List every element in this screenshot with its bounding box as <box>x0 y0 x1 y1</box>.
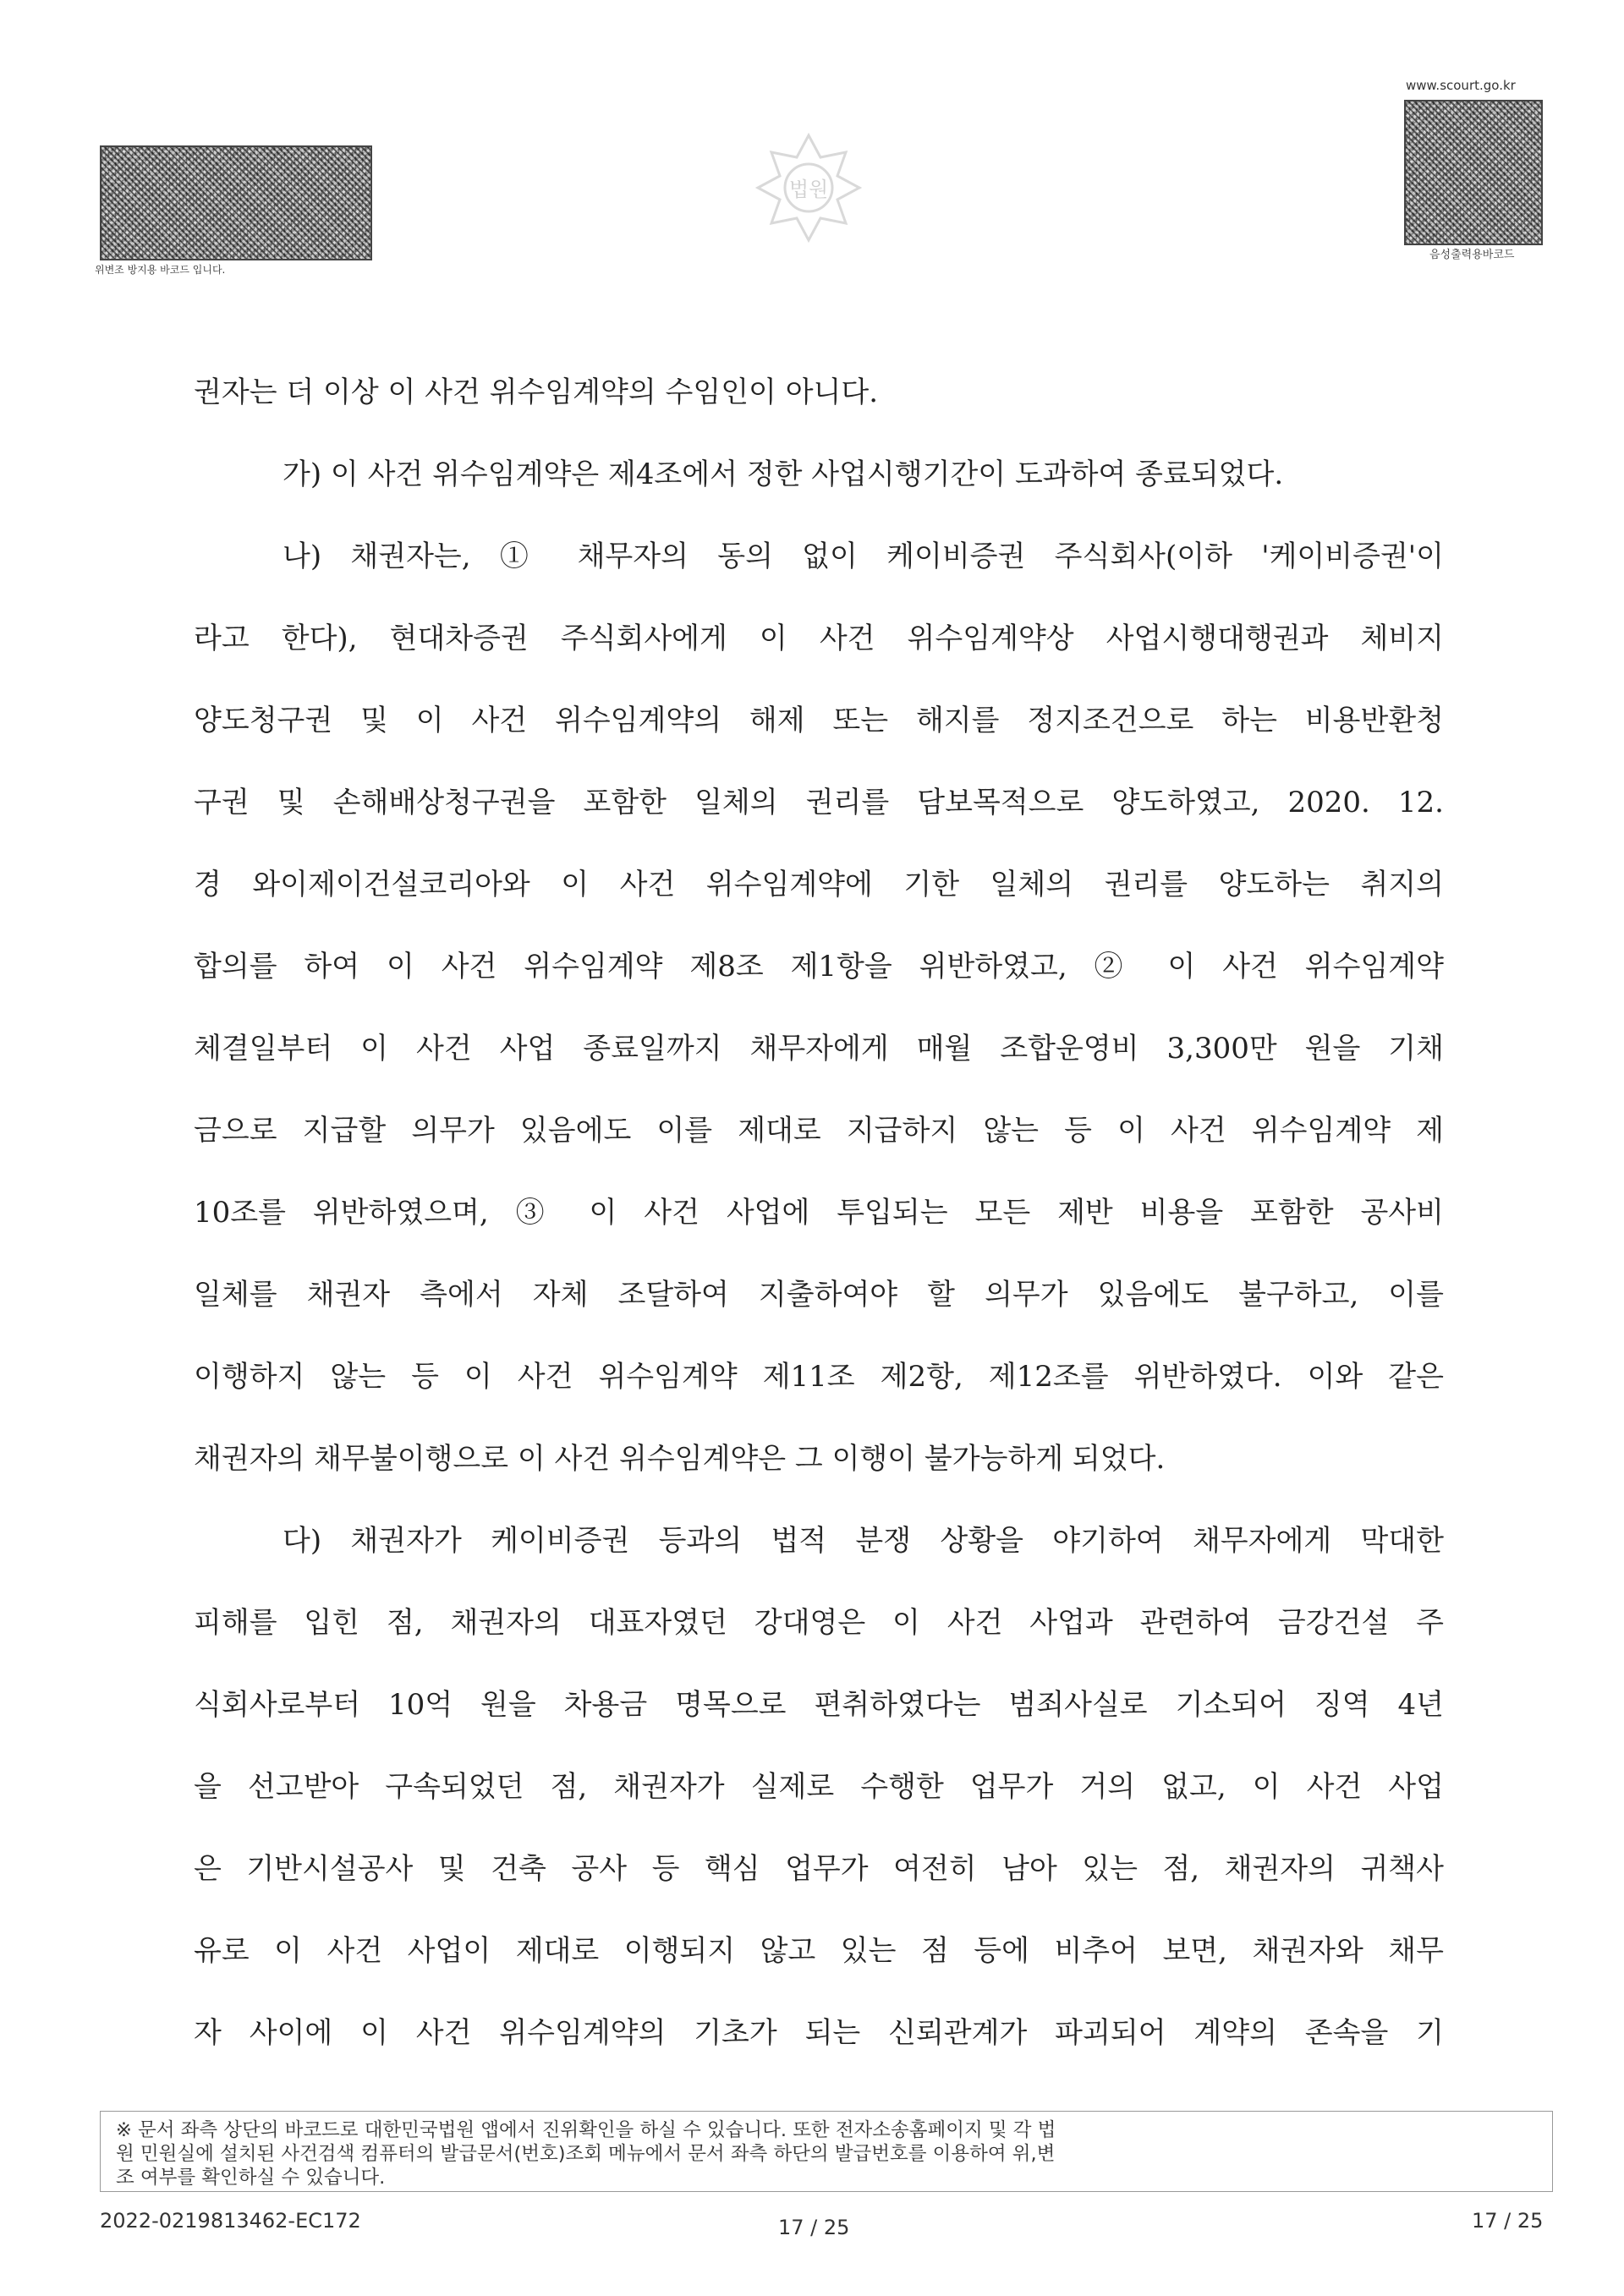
body-line: 다) 채권자가 케이비증권 등과의 법적 분쟁 상황을 야기하여 채무자에게 막대한 <box>283 1524 1444 1558</box>
body-line: 일체를 채권자 측에서 자체 조달하여 지출하여야 할 의무가 있음에도 불구하고, 이를 <box>194 1278 1444 1312</box>
issue-number: 2022-0219813462-EC172 <box>100 2209 361 2233</box>
audio-output-barcode <box>1404 100 1543 245</box>
body-line: 이행하지 않는 등 이 사건 위수임계약 제11조 제2항, 제12조를 위반하였다. 이와 같은 <box>194 1360 1444 1394</box>
body-line: 구권 및 손해배상청구권을 포함한 일체의 권리를 담보목적으로 양도하였고, 2020. 12. <box>194 786 1444 819</box>
body-line: 양도청구권 및 이 사건 위수임계약의 해제 또는 해지를 정지조건으로 하는 비용반환청 <box>194 704 1444 737</box>
body-line: 피해를 입힌 점, 채권자의 대표자였던 강대영은 이 사건 사업과 관련하여 금강건설 주 <box>194 1606 1444 1640</box>
body-line: 금으로 지급할 의무가 있음에도 이를 제대로 지급하지 않는 등 이 사건 위수임계약 제 <box>194 1114 1444 1148</box>
verification-notice <box>100 2111 1553 2192</box>
body-line: 권자는 더 이상 이 사건 위수임계약의 수임인이 아니다. <box>194 375 879 409</box>
body-line: 합의를 하여 이 사건 위수임계약 제8조 제1항을 위반하였고, ② 이 사건 위수임계약 <box>194 950 1444 984</box>
body-line: 유로 이 사건 사업이 제대로 이행되지 않고 있는 점 등에 비추어 보면, 채권자와 채무 <box>194 1934 1444 1968</box>
audio-output-barcode-caption: 음성출력용바코드 <box>1429 249 1515 261</box>
body-line: 식회사로부터 10억 원을 차용금 명목으로 편취하였다는 범죄사실로 기소되어 징역 4년 <box>194 1688 1444 1722</box>
body-line: 은 기반시설공사 및 건축 공사 등 핵심 업무가 여전히 남아 있는 점, 채권자의 귀책사 <box>194 1852 1444 1886</box>
court-emblem-text: 법원 <box>788 178 829 201</box>
body-line: 가) 이 사건 위수임계약은 제4조에서 정한 사업시행기간이 도과하여 종료되었다. <box>283 458 1284 491</box>
verification-notice-line: 원 민원실에 설치된 사건검색 컴퓨터의 발급문서(번호)조회 메뉴에서 문서 좌측 하단의 발급번호를 이용하여 위,변 <box>116 2143 1056 2165</box>
page-number-right: 17 / 25 <box>1472 2209 1544 2233</box>
court-website-label: www.scourt.go.kr <box>1406 78 1516 93</box>
anti-forgery-barcode <box>100 145 372 260</box>
body-line: 나) 채권자는, ① 채무자의 동의 없이 케이비증권 주식회사(이하 '케이비증권'이 <box>283 540 1444 573</box>
body-line: 경 와이제이건설코리아와 이 사건 위수임계약에 기한 일체의 권리를 양도하는 취지의 <box>194 868 1444 901</box>
page-number-center: 17 / 25 <box>778 2216 850 2239</box>
court-emblem-icon <box>732 127 885 254</box>
anti-forgery-barcode-caption: 위변조 방지용 바코드 입니다. <box>95 264 226 276</box>
body-line: 라고 한다), 현대차증권 주식회사에게 이 사건 위수임계약상 사업시행대행권과 체비지 <box>194 622 1444 655</box>
body-line: 채권자의 채무불이행으로 이 사건 위수임계약은 그 이행이 불가능하게 되었다. <box>194 1442 1166 1476</box>
body-line: 을 선고받아 구속되었던 점, 채권자가 실제로 수행한 업무가 거의 없고, 이 사건 사업 <box>194 1770 1444 1804</box>
verification-notice-line: 조 여부를 확인하실 수 있습니다. <box>116 2167 386 2189</box>
body-line: 10조를 위반하였으며, ③ 이 사건 사업에 투입되는 모든 제반 비용을 포함한 공사비 <box>194 1196 1444 1230</box>
body-line: 자 사이에 이 사건 위수임계약의 기초가 되는 신뢰관계가 파괴되어 계약의 존속을 기 <box>194 2016 1444 2050</box>
verification-notice-line: ※ 문서 좌측 상단의 바코드로 대한민국법원 앱에서 진위확인을 하실 수 있습니다. 또한 전자소송홈페이지 및 각 법 <box>116 2119 1056 2141</box>
body-line: 체결일부터 이 사건 사업 종료일까지 채무자에게 매월 조합운영비 3,300만 원을 기채 <box>194 1032 1444 1066</box>
